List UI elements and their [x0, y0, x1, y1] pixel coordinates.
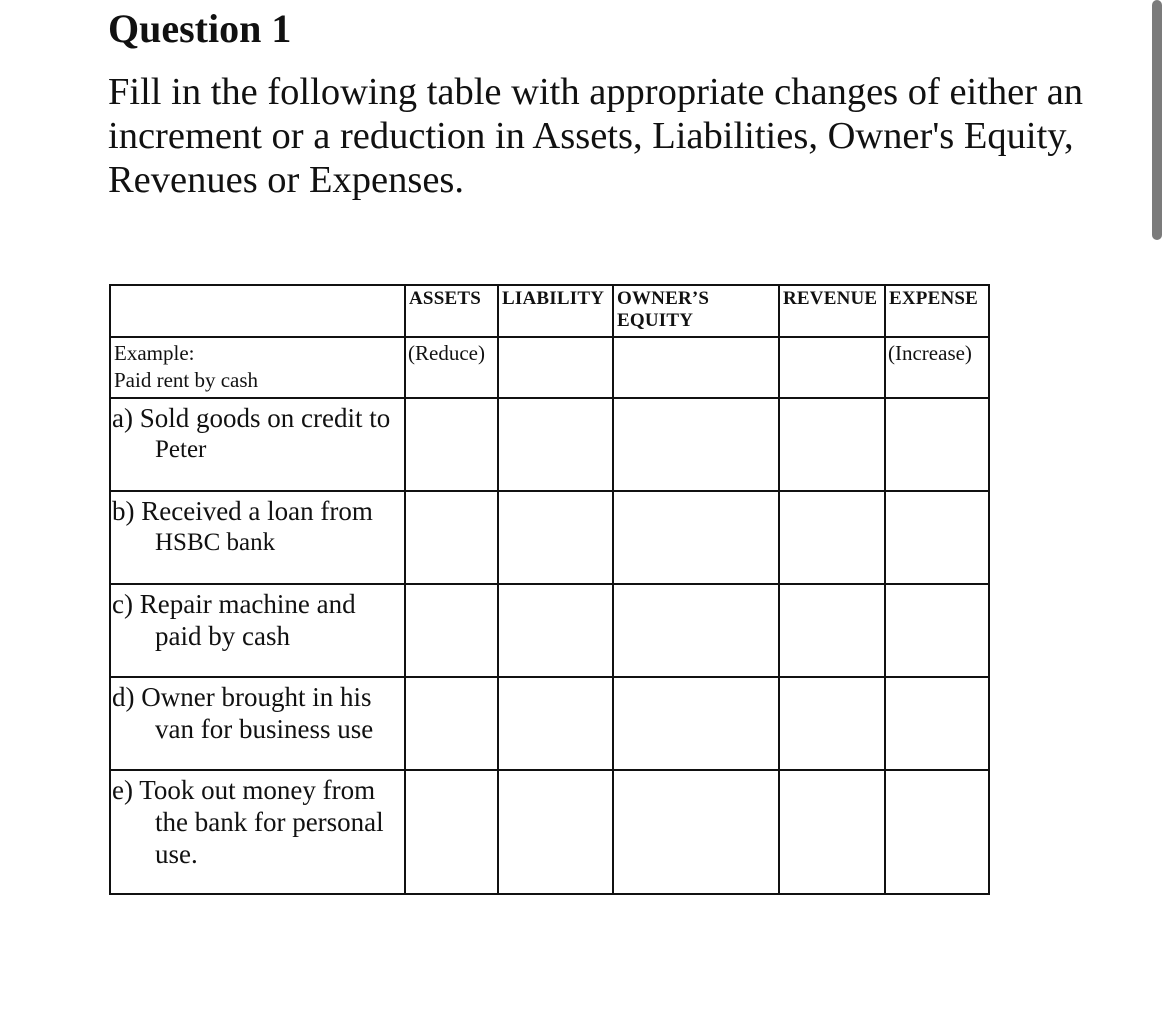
item-description: [110, 491, 405, 584]
example-assets-cell: (Reduce): [405, 337, 498, 398]
example-text: Paid rent by cash: [114, 368, 259, 392]
answer-cell[interactable]: [405, 677, 498, 770]
header-owners-equity-line1: OWNER’S: [617, 288, 710, 309]
page-title: Question 1: [108, 6, 292, 51]
answer-cell[interactable]: [498, 770, 613, 894]
item-b-line2: HSBC bank: [155, 529, 276, 556]
item-a-line1: a) Sold goods on credit to: [112, 403, 391, 433]
table-header-row: [110, 285, 989, 337]
answer-cell[interactable]: [779, 584, 885, 677]
item-description: [110, 677, 405, 770]
example-revenue-cell: [779, 337, 885, 398]
table-row: [110, 677, 989, 770]
item-d-line1: d) Owner brought in his: [112, 682, 372, 712]
answer-cell[interactable]: [885, 677, 989, 770]
header-liability: LIABILITY: [498, 285, 613, 337]
answer-cell[interactable]: [885, 770, 989, 894]
answer-cell[interactable]: [613, 677, 779, 770]
example-liability-cell: [498, 337, 613, 398]
example-label: Example:: [114, 341, 195, 365]
header-assets: ASSETS: [405, 285, 498, 337]
item-description: [110, 770, 405, 894]
answer-cell[interactable]: [613, 584, 779, 677]
answer-cell[interactable]: [613, 491, 779, 584]
answer-cell[interactable]: [885, 584, 989, 677]
item-d-line2: van for business use: [155, 714, 374, 744]
answer-cell[interactable]: [779, 491, 885, 584]
scrollbar-thumb[interactable]: [1152, 0, 1162, 240]
answer-cell[interactable]: [405, 770, 498, 894]
table-row: [110, 584, 989, 677]
header-revenue: REVENUE: [779, 285, 885, 337]
header-expense: EXPENSE: [885, 285, 989, 337]
example-description: [110, 337, 405, 398]
question-instructions: Fill in the following table with appropriate changes of either an increment or a reduction in Assets, Liabilities, Owner's Equity, Revenues or Expenses.: [108, 71, 1084, 201]
table-row: [110, 770, 989, 894]
header-blank-cell: [110, 285, 405, 337]
header-owners-equity-line2: EQUITY: [617, 310, 694, 331]
item-description: [110, 584, 405, 677]
item-e-line1: e) Took out money from: [112, 775, 376, 805]
item-b-line1: b) Received a loan from: [112, 496, 373, 526]
table-row: [110, 491, 989, 584]
example-expense-cell: (Increase): [885, 337, 989, 398]
answer-cell[interactable]: [498, 584, 613, 677]
header-owners-equity: [613, 285, 779, 337]
answer-cell[interactable]: [498, 398, 613, 491]
answer-cell[interactable]: [498, 491, 613, 584]
answer-cell[interactable]: [779, 677, 885, 770]
example-equity-cell: [613, 337, 779, 398]
answer-cell[interactable]: [498, 677, 613, 770]
item-c-line2: paid by cash: [155, 621, 290, 651]
answer-cell[interactable]: [405, 584, 498, 677]
item-description: [110, 398, 405, 491]
answer-cell[interactable]: [779, 770, 885, 894]
answer-cell[interactable]: [885, 398, 989, 491]
answer-cell[interactable]: [613, 398, 779, 491]
item-a-line2: Peter: [155, 436, 207, 463]
answer-cell[interactable]: [885, 491, 989, 584]
answer-cell[interactable]: [613, 770, 779, 894]
answer-cell[interactable]: [779, 398, 885, 491]
answer-table: [109, 284, 990, 895]
item-c-line1: c) Repair machine and: [112, 589, 356, 619]
item-e-line2: the bank for personal use.: [155, 807, 384, 869]
example-row: [110, 337, 989, 398]
answer-cell[interactable]: [405, 398, 498, 491]
table-row: [110, 398, 989, 491]
answer-cell[interactable]: [405, 491, 498, 584]
